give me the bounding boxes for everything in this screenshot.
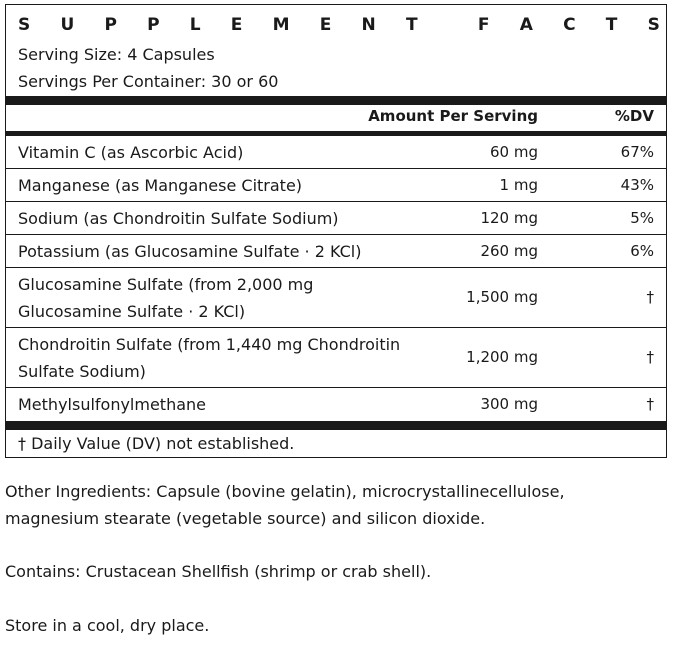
nutrient-name: Chondroitin Sulfate (from 1,440 mg Chondroitin Sulfate Sodium) bbox=[18, 335, 401, 381]
servings-per-container: Servings Per Container: 30 or 60 bbox=[18, 72, 279, 91]
title-letter: T bbox=[605, 15, 618, 35]
nutrient-row bbox=[6, 168, 666, 201]
nutrient-row bbox=[6, 267, 666, 327]
nutrient-amount: 120 mg bbox=[480, 209, 538, 227]
allergen-statement: Contains: Crustacean Shellfish (shrimp or crab shell). bbox=[5, 562, 432, 581]
nutrient-amount: 1 mg bbox=[499, 176, 538, 194]
title-letter: F bbox=[477, 15, 490, 35]
title-letter: M bbox=[272, 15, 290, 35]
nutrient-row bbox=[6, 201, 666, 234]
nutrient-dv: 43% bbox=[620, 176, 654, 194]
title-letter: N bbox=[361, 15, 376, 35]
nutrient-name: Sodium (as Chondroitin Sulfate Sodium) bbox=[18, 209, 339, 228]
nutrient-row bbox=[6, 387, 666, 420]
nutrient-dv: 5% bbox=[630, 209, 654, 227]
nutrient-name: Potassium (as Glucosamine Sulfate · 2 KCl) bbox=[18, 242, 362, 261]
storage-instruction: Store in a cool, dry place. bbox=[5, 616, 210, 635]
dv-footnote: † Daily Value (DV) not established. bbox=[18, 434, 295, 453]
thick-divider-top bbox=[6, 96, 666, 105]
nutrient-name: Glucosamine Sulfate (from 2,000 mg Glucosamine Sulfate · 2 KCl) bbox=[18, 275, 314, 321]
title-letter: L bbox=[189, 15, 201, 35]
nutrient-dv: † bbox=[646, 395, 654, 413]
thick-divider-bottom bbox=[6, 421, 666, 430]
nutrient-amount: 260 mg bbox=[480, 242, 538, 260]
nutrient-row bbox=[6, 327, 666, 387]
title-letter: S bbox=[18, 15, 31, 35]
title-letter: E bbox=[319, 15, 332, 35]
title-letter: P bbox=[147, 15, 160, 35]
nutrient-name: Vitamin C (as Ascorbic Acid) bbox=[18, 143, 244, 162]
nutrient-dv: † bbox=[646, 348, 654, 366]
nutrient-row bbox=[6, 234, 666, 267]
title-letter: S bbox=[647, 15, 660, 35]
title-letter: A bbox=[519, 15, 533, 35]
nutrient-row bbox=[6, 135, 666, 168]
column-header-row bbox=[6, 105, 666, 127]
nutrient-amount: 1,200 mg bbox=[466, 348, 538, 366]
nutrient-amount: 60 mg bbox=[490, 143, 538, 161]
title-letter: U bbox=[60, 15, 75, 35]
title-letter: T bbox=[405, 15, 418, 35]
nutrient-amount: 300 mg bbox=[480, 395, 538, 413]
other-ingredients: Other Ingredients: Capsule (bovine gelatin), microcrystallinecellulose, magnesium stearate (vegetable source) and silicon dioxide. bbox=[5, 482, 565, 528]
amount-header: Amount Per Serving bbox=[368, 107, 538, 125]
nutrient-name: Methylsulfonylmethane bbox=[18, 395, 207, 414]
panel-title bbox=[18, 15, 660, 35]
nutrient-dv: 6% bbox=[630, 242, 654, 260]
supplement-facts-panel bbox=[5, 4, 667, 458]
title-letter: C bbox=[563, 15, 576, 35]
dv-header: %DV bbox=[614, 107, 654, 125]
nutrient-amount: 1,500 mg bbox=[466, 288, 538, 306]
nutrient-name: Manganese (as Manganese Citrate) bbox=[18, 176, 303, 195]
title-letter: E bbox=[230, 15, 243, 35]
title-letter: P bbox=[104, 15, 117, 35]
nutrient-dv: † bbox=[646, 288, 654, 306]
nutrient-dv: 67% bbox=[620, 143, 654, 161]
serving-size: Serving Size: 4 Capsules bbox=[18, 45, 215, 64]
